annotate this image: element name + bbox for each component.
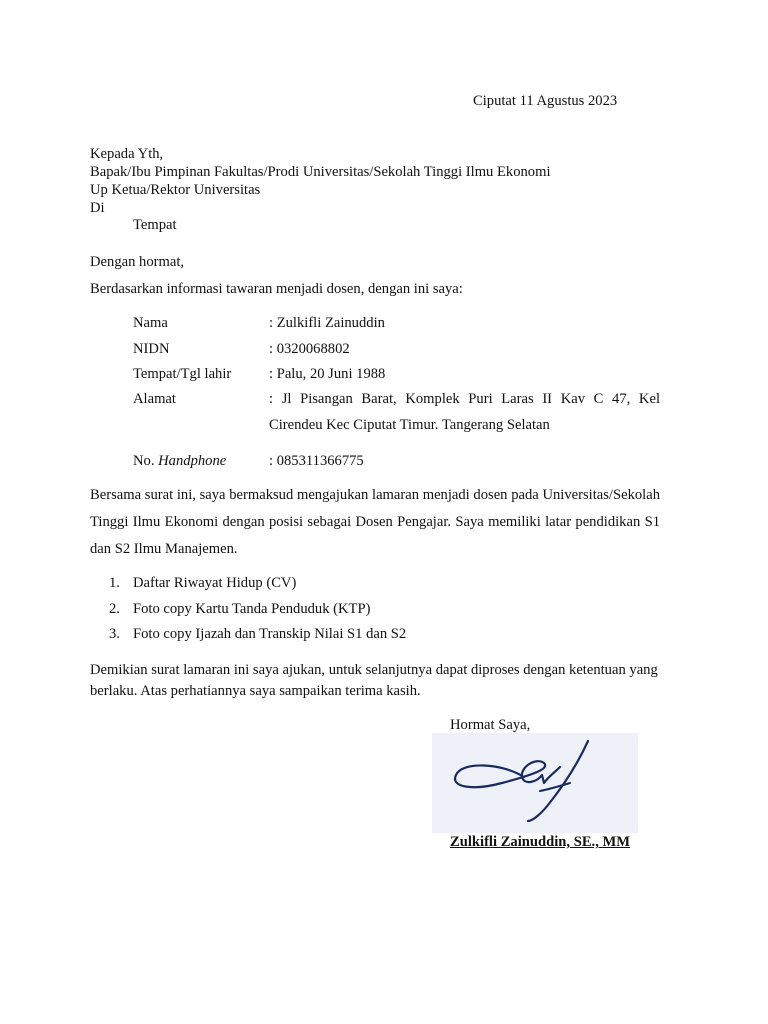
field-value-handphone: : 085311366775 xyxy=(269,453,364,469)
signature-stroke xyxy=(540,783,570,791)
signature-drawing xyxy=(432,733,638,833)
intro-sentence: Berdasarkan informasi tawaran menjadi dosen, dengan ini saya: xyxy=(90,281,463,297)
recipient-line-3: Up Ketua/Rektor Universitas xyxy=(90,182,261,198)
attachment-number: 2. xyxy=(109,601,120,617)
body-paragraph: Bersama surat ini, saya bermaksud mengajukan lamaran menjadi dosen pada Universitas/Sekolah Tinggi Ilmu Ekonomi dengan posisi sebagai Dosen Pengajar. Saya memiliki latar pendidikan S1 dan S2 Ilmu Manajemen. xyxy=(90,487,660,557)
handphone-label-prefix: No. xyxy=(133,453,159,469)
closing-paragraph: Demikian surat lamaran ini saya ajukan, untuk selanjutnya dapat diproses dengan ketentuan yang berlaku. Atas perhatiannya saya sampaikan terima kasih. xyxy=(90,662,658,699)
signature-stroke xyxy=(455,761,560,787)
field-label-nama: Nama xyxy=(133,315,168,331)
field-value-ttl: : Palu, 20 Juni 1988 xyxy=(269,366,386,382)
recipient-line-2: Bapak/Ibu Pimpinan Fakultas/Prodi Universitas/Sekolah Tinggi Ilmu Ekonomi xyxy=(90,164,551,180)
field-label-alamat: Alamat xyxy=(133,391,176,407)
signature-image xyxy=(432,733,638,833)
field-label-handphone xyxy=(133,452,226,470)
recipient-line-1: Kepada Yth, xyxy=(90,146,164,162)
field-label-ttl: Tempat/Tgl lahir xyxy=(133,366,232,382)
signature-stroke xyxy=(528,741,588,821)
signer-name: Zulkifli Zainuddin, SE., MM xyxy=(450,834,631,850)
field-value-nama: : Zulkifli Zainuddin xyxy=(269,315,385,331)
field-value-alamat: : Jl Pisangan Barat, Komplek Puri Laras II Kav C 47, Kel Cirendeu Kec Ciputat Timur. Tangerang Selatan xyxy=(269,391,660,433)
attachment-number: 1. xyxy=(109,575,120,591)
greeting: Dengan hormat, xyxy=(90,254,185,270)
handphone-label-italic: Handphone xyxy=(158,453,227,469)
recipient-line-5: Tempat xyxy=(133,217,177,233)
attachment-item: Foto copy Ijazah dan Transkip Nilai S1 dan S2 xyxy=(133,626,407,642)
attachment-item: Foto copy Kartu Tanda Penduduk (KTP) xyxy=(133,601,371,617)
attachment-item: Daftar Riwayat Hidup (CV) xyxy=(133,575,297,591)
field-value-nidn: : 0320068802 xyxy=(269,341,350,357)
field-label-nidn: NIDN xyxy=(133,341,170,357)
recipient-line-4: Di xyxy=(90,200,105,216)
regards: Hormat Saya, xyxy=(450,717,531,733)
place-date: Ciputat 11 Agustus 2023 xyxy=(473,93,618,109)
attachment-number: 3. xyxy=(109,626,120,642)
